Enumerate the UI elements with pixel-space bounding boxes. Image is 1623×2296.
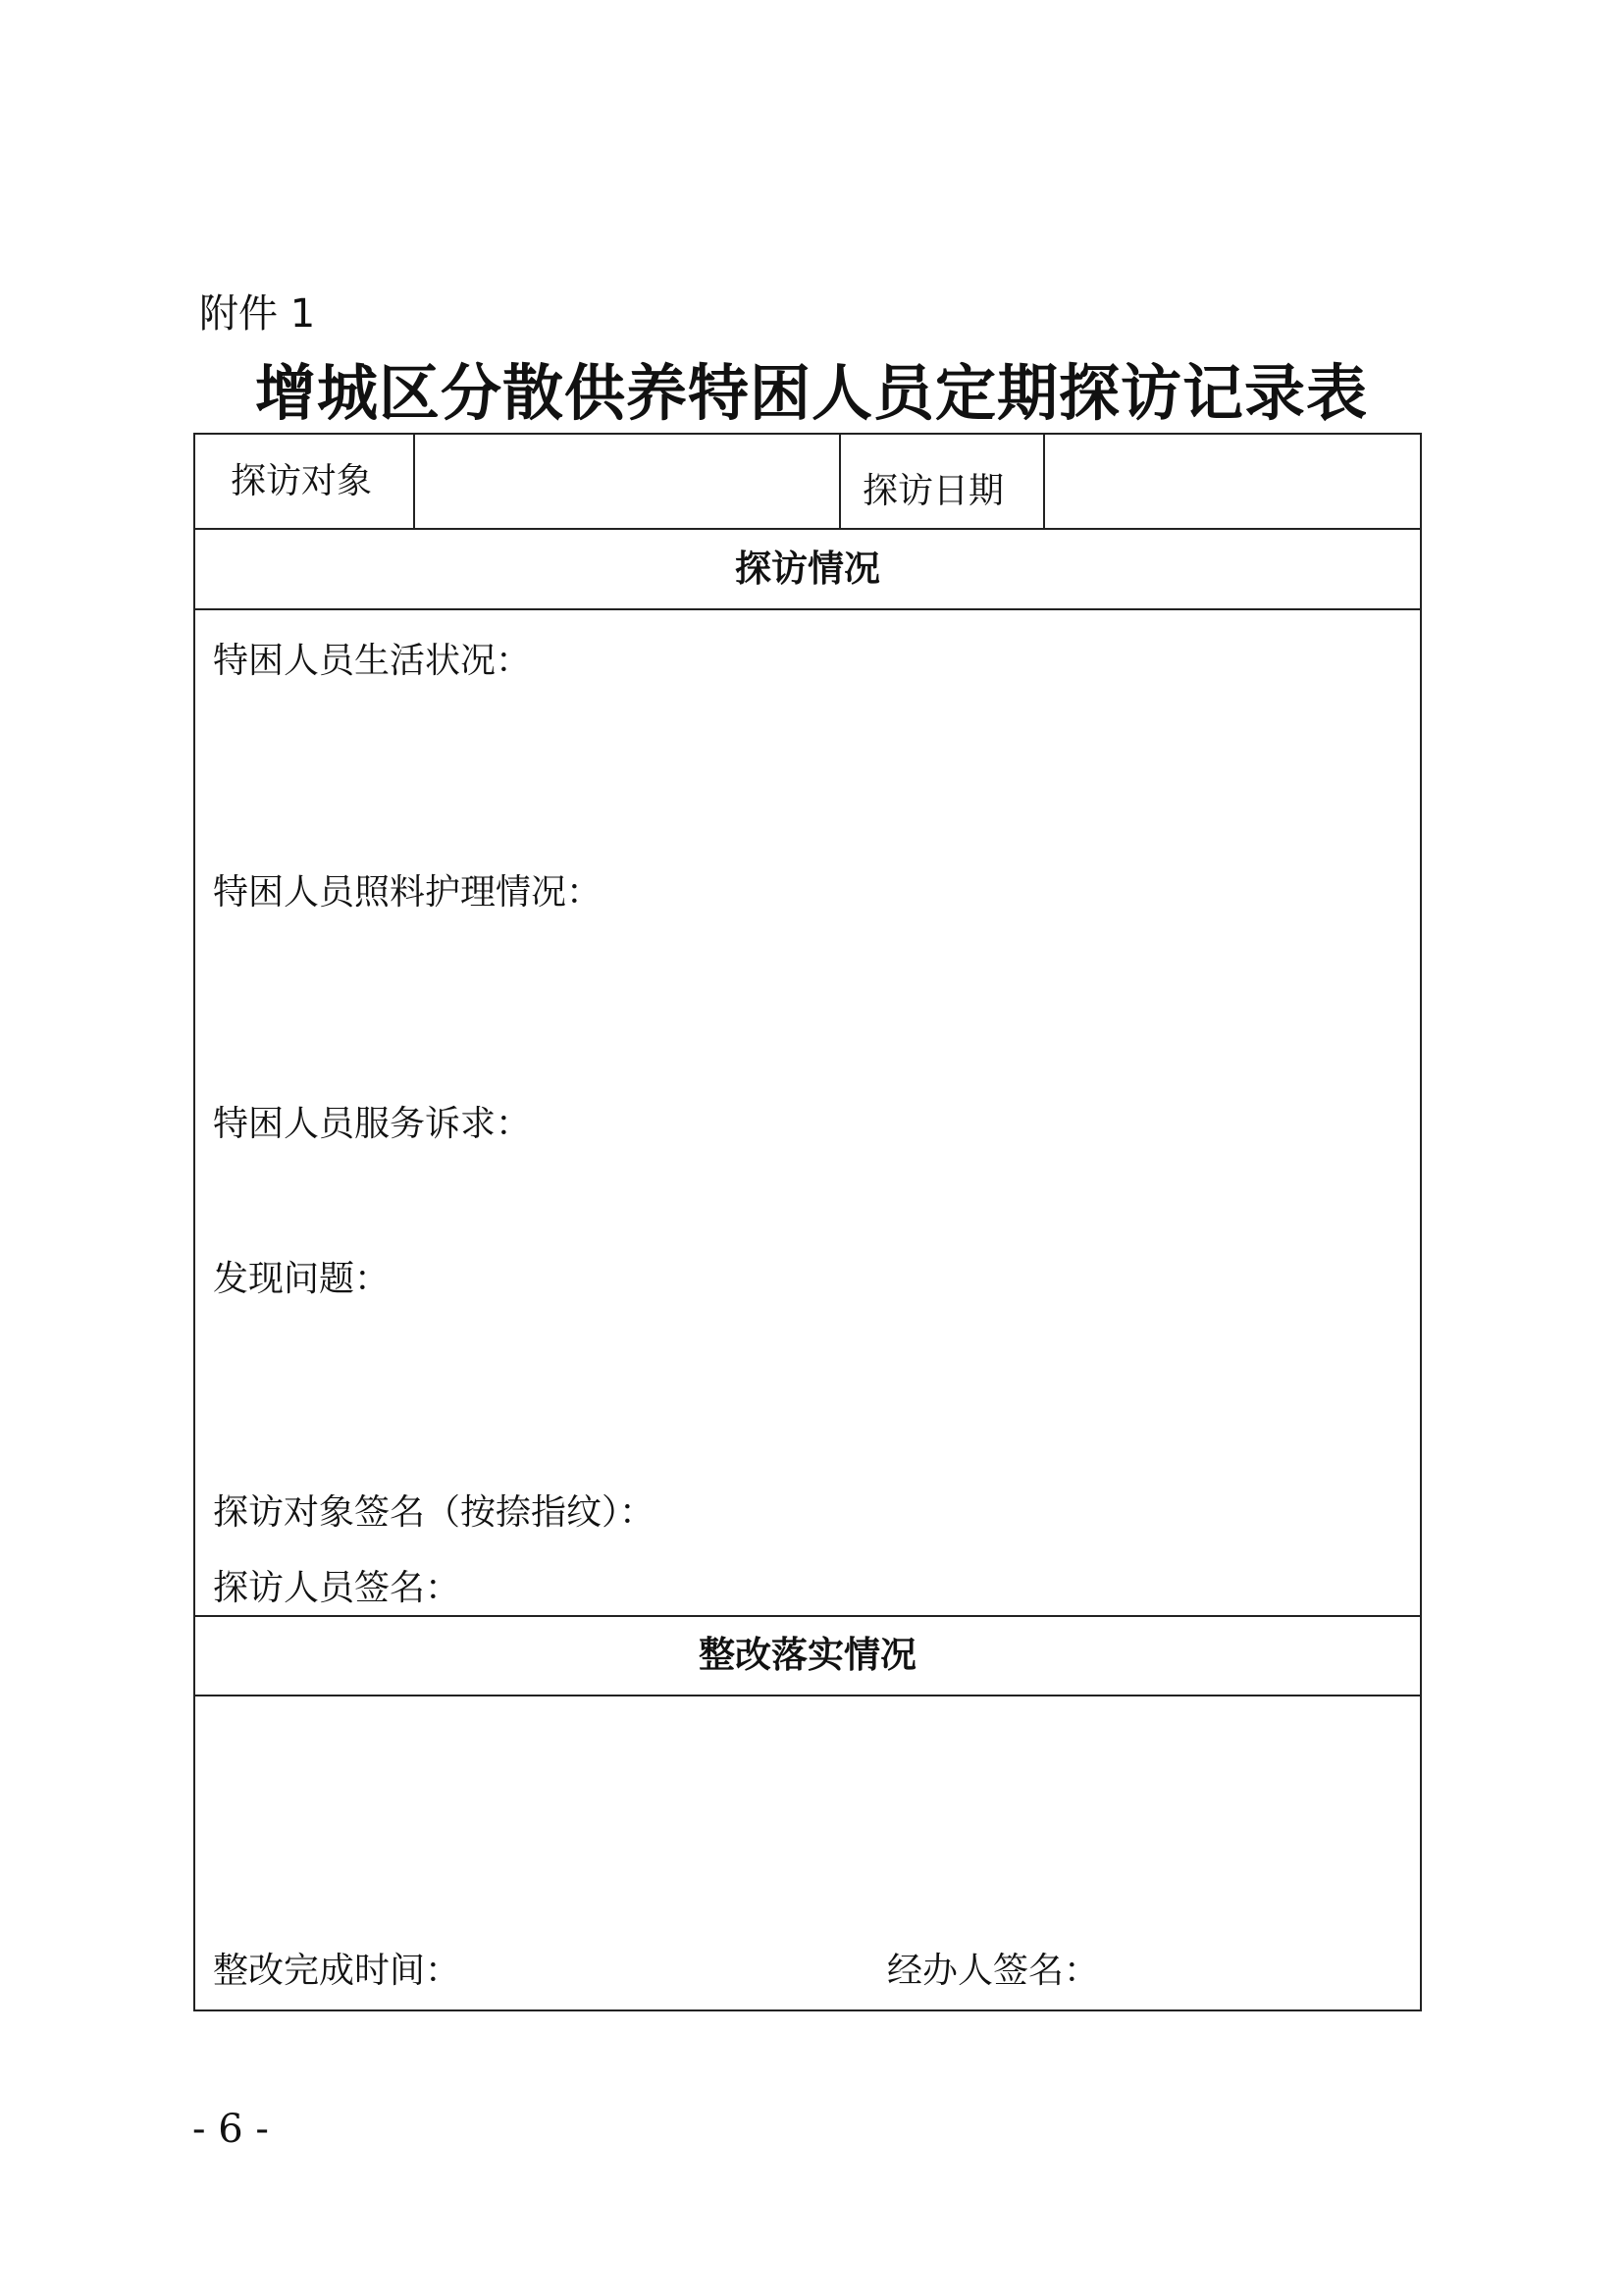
visitor-signature-label: 探访人员签名：	[213, 1568, 461, 1608]
row-divider	[195, 1695, 1420, 1696]
row-divider	[195, 528, 1420, 530]
visit-target-label: 探访对象	[231, 461, 373, 501]
form-title: 增城区分散供养特困人员定期探访记录表	[254, 357, 1368, 429]
service-request-label: 特困人员服务诉求：	[213, 1104, 532, 1144]
row-divider	[195, 1615, 1420, 1617]
visit-section-heading: 探访情况	[735, 547, 880, 590]
attachment-label: 附件 1	[199, 291, 316, 337]
living-condition-label: 特困人员生活状况：	[213, 641, 532, 681]
rectification-section-heading: 整改落实情况	[699, 1633, 916, 1676]
visit-target-signature-label: 探访对象签名（按捺指纹）：	[213, 1492, 655, 1533]
page-number: - 6 -	[192, 2107, 269, 2152]
column-divider	[839, 435, 841, 528]
row-divider	[195, 608, 1420, 610]
column-divider	[1043, 435, 1045, 528]
visit-record-form	[193, 433, 1422, 2011]
care-condition-label: 特困人员照料护理情况：	[213, 872, 602, 913]
visit-date-label: 探访日期	[863, 471, 1005, 511]
column-divider	[413, 435, 415, 528]
problems-found-label: 发现问题：	[213, 1259, 391, 1299]
handler-signature-label: 经办人签名：	[887, 1951, 1100, 1991]
completion-time-label: 整改完成时间：	[213, 1951, 461, 1991]
